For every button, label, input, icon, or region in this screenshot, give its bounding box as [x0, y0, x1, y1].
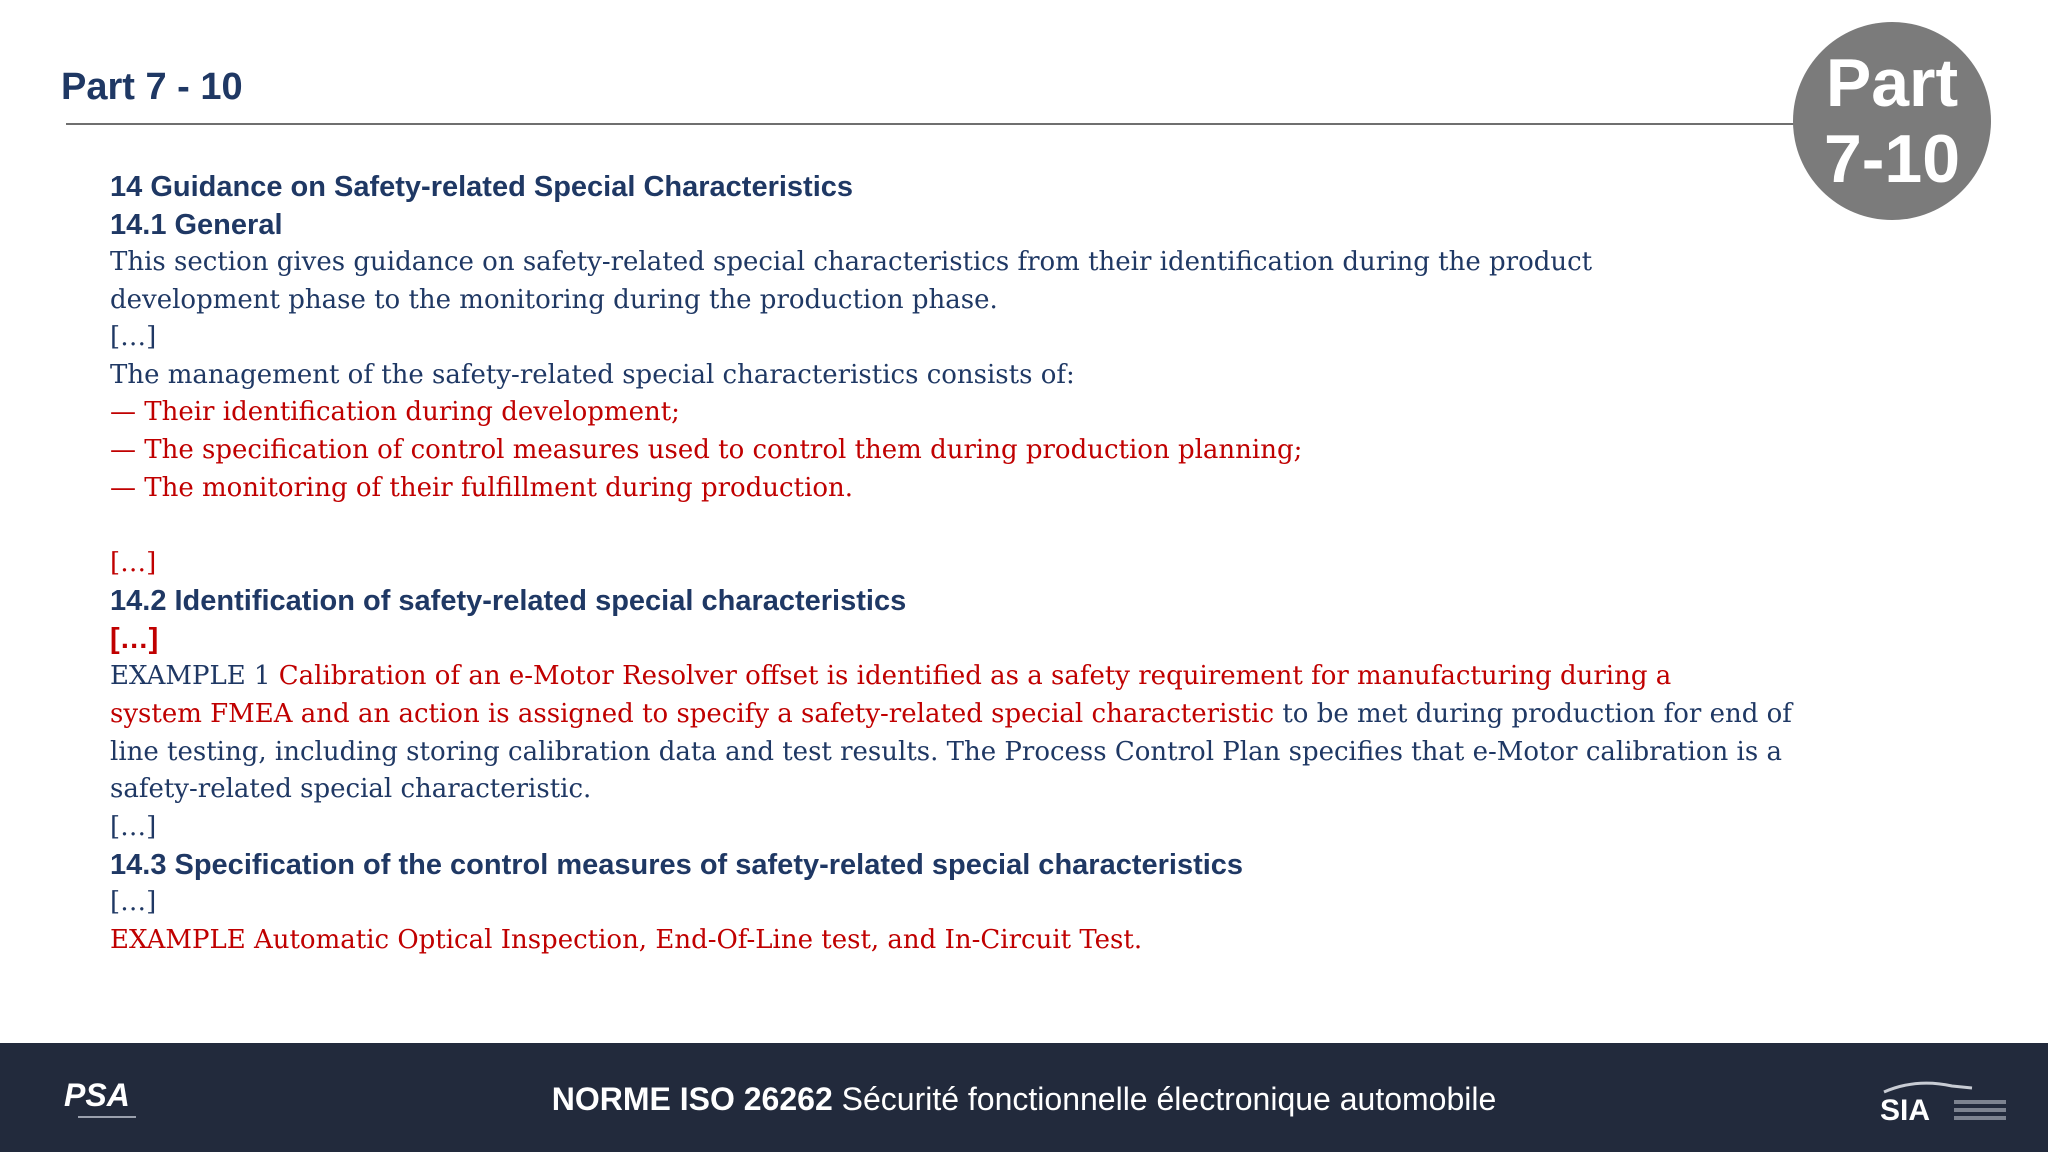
example1-rest-line2: to be met during production for end of — [1274, 698, 1792, 729]
example1-prefix: EXAMPLE 1 — [110, 661, 279, 692]
part-badge-line1: Part — [1825, 45, 1959, 121]
section-heading-14-2: 14.2 Identification of safety-related special characteristics — [110, 585, 907, 618]
example-last: EXAMPLE Automatic Optical Inspection, End-Of-Line test, and In-Circuit Test. — [110, 924, 1143, 955]
ellipsis-bold: […] — [110, 623, 159, 656]
ellipsis-3: […] — [110, 811, 157, 842]
footer-bar — [0, 1043, 2048, 1152]
document-body — [110, 168, 1810, 960]
intro-text-line2: development phase to the monitoring during the production phase. — [110, 284, 998, 315]
bullet-item: — The monitoring of their fulfillment during production. — [110, 472, 854, 503]
footer-title — [0, 1079, 2048, 1119]
page-title: Part 7 - 10 — [61, 66, 243, 108]
intro-text-line1: This section gives guidance on safety-related special characteristics from their identification during the product — [110, 247, 1593, 277]
sia-logo — [1876, 1076, 2016, 1126]
footer-subtitle: Sécurité fonctionnelle électronique automobile — [832, 1081, 1497, 1117]
ellipsis-4: […] — [110, 887, 157, 918]
section-heading-14-3: 14.3 Specification of the control measures of safety-related special characteristics — [110, 849, 1244, 882]
title-divider — [66, 123, 1806, 125]
part-badge — [1793, 22, 1991, 220]
example1-highlight-line1: Calibration of an e-Motor Resolver offset is identified as a safety requirement for manufacturing during a — [278, 661, 1672, 692]
bullet-item: — Their identification during development; — [110, 397, 680, 428]
example1-line4: safety-related special characteristic. — [110, 774, 592, 805]
example1-line3: line testing, including storing calibration data and test results. The Process Control Plan specifies that e-Motor calibration is a — [110, 736, 1782, 767]
example1-highlight-line2: system FMEA and an action is assigned to specify a safety-related special characteristic — [110, 698, 1275, 729]
part-badge-line2: 7-10 — [1823, 121, 1961, 197]
bullet-item: — The specification of control measures used to control them during production planning; — [110, 434, 1303, 465]
section-heading-14: 14 Guidance on Safety-related Special Characteristics — [110, 171, 854, 203]
ellipsis-2: […] — [110, 547, 157, 578]
management-text: The management of the safety-related special characteristics consists of: — [110, 359, 1075, 390]
svg-text:PSA: PSA — [64, 1077, 130, 1113]
example1-line2 — [110, 696, 1810, 734]
section-heading-14-1: 14.1 General — [110, 209, 283, 241]
ellipsis-1: […] — [110, 322, 157, 353]
svg-text:SIA: SIA — [1880, 1094, 1931, 1126]
footer-norm-label: NORME ISO 26262 — [551, 1081, 833, 1117]
example1-line1 — [110, 658, 1810, 696]
blank-line — [110, 507, 1810, 545]
